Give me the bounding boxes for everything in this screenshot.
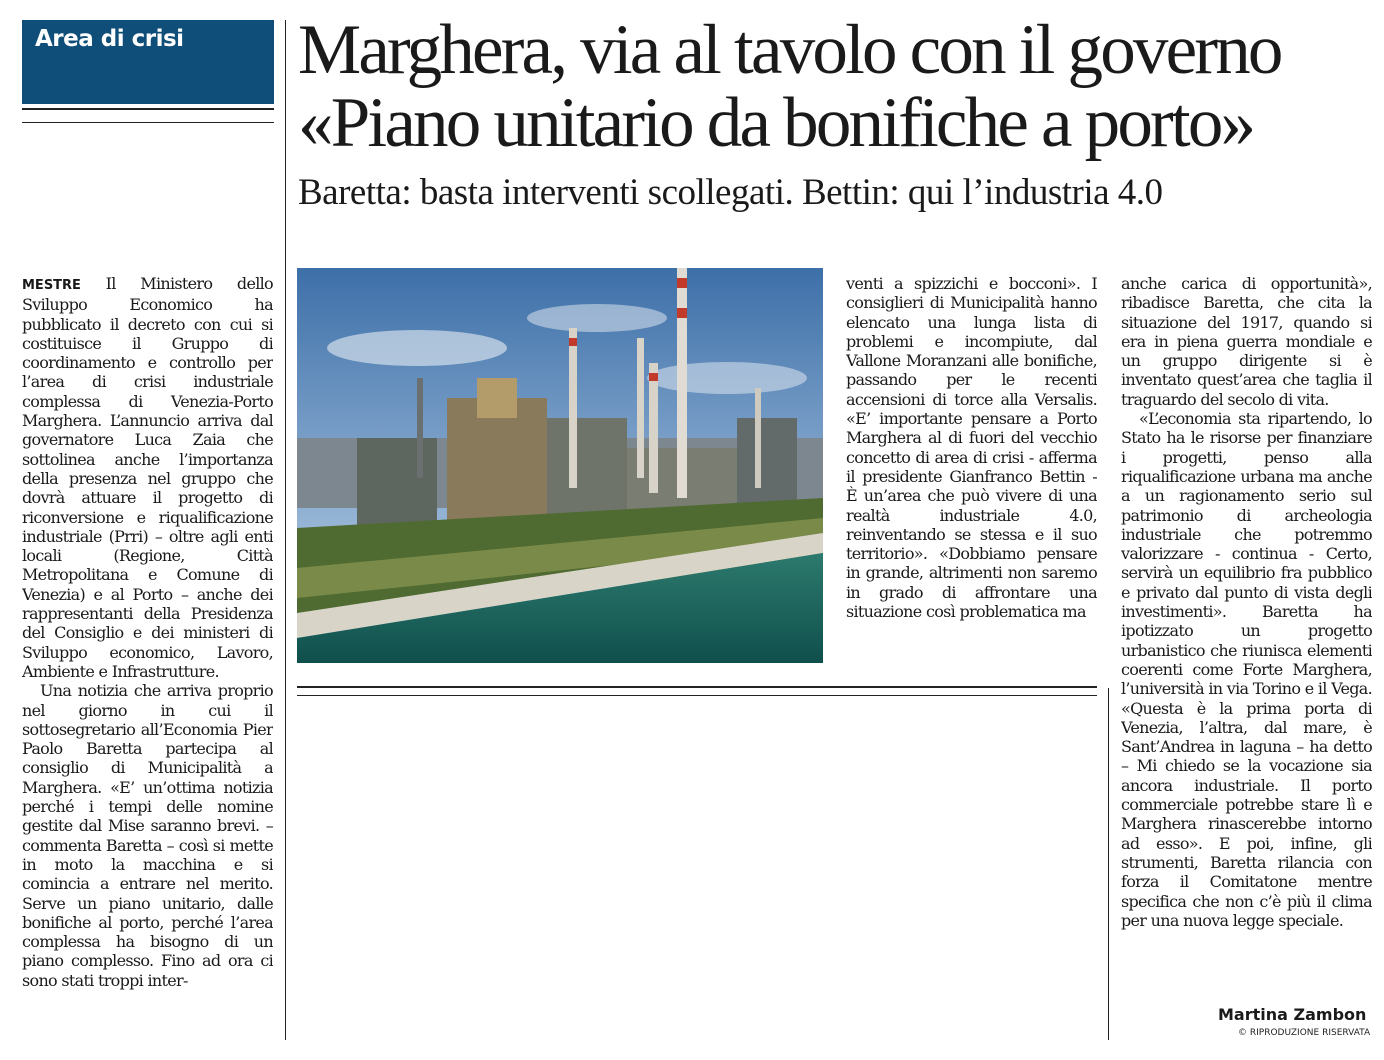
column-1-paragraph-2: Una notizia che arriva proprio nel giorno in cui il sottosegretario all’Economia Pier Paolo Baretta partecipa al consiglio di Municipalità a Marghera. «E’ un’ottima notizia perché i tempi delle nomine gestite dal Mise saranno brevi. – commenta Baretta – così si mette in moto la macchina e si comincia a entrare nel merito. Serve un piano unitario, dalle bonifiche al porto, perché l’area complessa ha bisogno di un piano complesso. Fino ad ora ci sono stati troppi inter-	[22, 681, 273, 990]
section-kicker	[22, 20, 274, 104]
column-3-paragraph-2: «L’economia sta ripartendo, lo Stato ha le risorse per finanziare i progetti, penso alla riqualificazione urbana ma anche a un ragionamento serio sul patrimonio di archeologia industriale che potremmo valorizzare - continua - Certo, servirà un equilibrio fra pubblico e privato dal punto di vista degli investimenti». Baretta ha ipotizzato un progetto urbanistico che riunisca elementi coerenti come Forte Marghera, l’università in via Torino e il Vega. «Questa è la prima porta di Venezia, l’altra, dal mare, è Sant’Andrea in laguna – ha detto – Mi chiedo se la vocazione sia ancora industriale. Il porto commerciale potrebbe stare lì e Marghera rinascerebbe intorno ad esso». E poi, infine, gli strumenti, Baretta rilancia con forza il Comitatone mentre specifica che non c’è più il clima per una nuova legge speciale.	[1121, 409, 1372, 930]
article-column-2	[846, 274, 1097, 668]
article-headline	[298, 11, 1378, 162]
copyright-notice: © RIPRODUZIONE RISERVATA	[1238, 1028, 1371, 1038]
column-1-paragraph-1	[22, 274, 273, 681]
photo-divider-bottom	[297, 695, 1097, 696]
industrial-plant-photo	[297, 268, 823, 663]
column-3-paragraph-1: anche carica di opportunità», ribadisce Baretta, che cita la situazione del 1917, quando si era in piena guerra mondiale e un gruppo dirigente si è inventato quest’area che taglia il traguardo del secolo di vita.	[1121, 274, 1372, 409]
column-separator-left	[285, 20, 286, 1040]
article-column-3	[1121, 274, 1372, 1000]
kicker-divider-top	[22, 108, 274, 110]
section-kicker-label: Area di crisi	[35, 26, 184, 52]
dateline: MESTRE	[22, 278, 81, 293]
photo-illustration	[297, 268, 823, 663]
photo-divider-top	[297, 686, 1097, 688]
article-column-1	[22, 274, 273, 1040]
kicker-divider-bottom	[22, 122, 274, 123]
column-1-paragraph-1-text: Il Ministero dello Sviluppo Economico ha pubblicato il decreto con cui si costituisce il Gruppo di coordinamento e controllo per l’area di crisi industriale complessa di Venezia-Porto Marghera. L’annuncio arriva dal governatore Luca Zaia che sottolinea anche l’importanza della presenza nel gruppo che dovrà attuare il progetto di riconversione e riqualificazione industriale (Prri) – oltre agli enti locali (Regione, Città Metropolitana e Comune di Venezia) e al Porto – anche dei rappresentanti della Presidenza del Consiglio e dei ministeri di Sviluppo economico, Lavoro, Ambiente e Infrastrutture.	[22, 274, 273, 681]
column-2-paragraph-1: venti a spizzichi e bocconi». I consiglieri di Municipalità hanno elencato una lunga lista di problemi e incompiute, dal Vallone Moranzani alle bonifiche, passando per le recenti accensioni di torce alla Versalis. «E’ importante pensare a Porto Marghera al di fuori del vecchio concetto di area di crisi - afferma il presidente Gianfranco Bettin - È un’area che può vivere di una realtà industriale 4.0, reinventando se stessa e il suo territorio». «Dobbiamo pensare in grande, altrimenti non saremo in grado di affrontare una situazione così problematica ma	[846, 274, 1097, 622]
column-separator-right	[1108, 688, 1109, 1040]
author-byline: Martina Zambon	[1218, 1005, 1367, 1024]
headline-line-2: «Piano unitario da bonifiche a porto»	[298, 84, 1254, 162]
headline-line-1: Marghera, via al tavolo con il governo	[298, 11, 1281, 89]
article-subheadline: Baretta: basta interventi scollegati. Bettin: qui l’industria 4.0	[298, 172, 1163, 213]
